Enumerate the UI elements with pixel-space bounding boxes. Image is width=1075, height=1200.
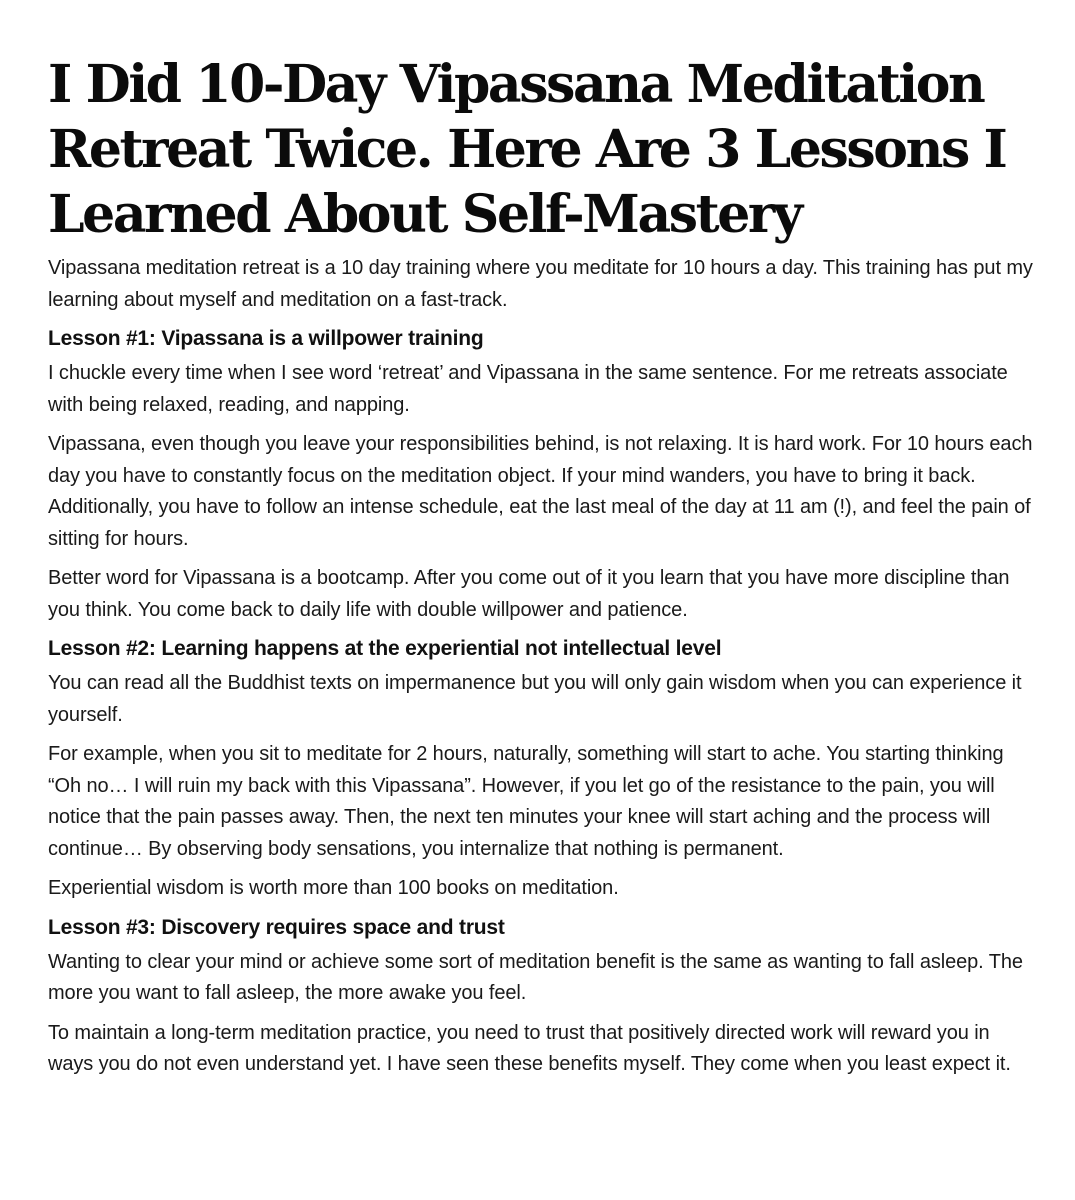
lesson-3-paragraph-1: Wanting to clear your mind or achieve some sort of meditation benefit is the same as wanting to fall asleep. The more you want to fall asleep, the more awake you feel. <box>48 950 1023 1004</box>
lesson-1-section <box>48 324 1035 626</box>
lesson-1-paragraph-1: I chuckle every time when I see word ‘retreat’ and Vipassana in the same sentence. For me retreats associate with being relaxed, reading, and napping. <box>48 362 1008 416</box>
lesson-1-paragraph-3: Better word for Vipassana is a bootcamp. After you come out of it you learn that you have more discipline than you think. You come back to daily life with double willpower and patience. <box>48 567 1010 621</box>
lesson-2-paragraph-1: You can read all the Buddhist texts on impermanence but you will only gain wisdom when you can experience it yourself. <box>48 672 1022 726</box>
lesson-2-paragraph-2: For example, when you sit to meditate for 2 hours, naturally, something will start to ache. You starting thinking “Oh no… I will ruin my back with this Vipassana”. However, if you let go of the resistance to the pain, you will notice that the pain passes away. Then, the next ten minutes your knee will start aching and the process will continue… By observing body sensations, you internalize that nothing is permanent. <box>48 743 1004 860</box>
lesson-2-heading: Lesson #2: Learning happens at the experiential not intellectual level <box>48 637 722 660</box>
lesson-3-paragraph-2: To maintain a long-term meditation practice, you need to trust that positively directed work will reward you in ways you do not even understand yet. I have seen these benefits myself. They come when you least expect it. <box>48 1021 1011 1075</box>
article-title: I Did 10-Day Vipassana Meditation Retreat Twice. Here Are 3 Lessons I Learned About Self-Mastery <box>48 54 1006 245</box>
lesson-3-heading: Lesson #3: Discovery requires space and trust <box>48 915 505 939</box>
lesson-2-section <box>48 634 1035 905</box>
lesson-1-heading: Lesson #1: Vipassana is a willpower training <box>48 327 484 350</box>
lesson-2-paragraph-3: Experiential wisdom is worth more than 100 books on meditation. <box>48 877 619 899</box>
intro-paragraph: Vipassana meditation retreat is a 10 day training where you meditate for 10 hours a day. This training has put my learning about myself and meditation on a fast-track. <box>48 257 1033 311</box>
lesson-3-section <box>48 913 1035 1081</box>
lesson-1-paragraph-2: Vipassana, even though you leave your responsibilities behind, is not relaxing. It is hard work. For 10 hours each day you have to constantly focus on the meditation object. If your mind wanders, you have to bring it back. Additionally, you have to follow an intense schedule, eat the last meal of the day at 11 am (!), and feel the pain of sitting for hours. <box>48 433 1033 550</box>
